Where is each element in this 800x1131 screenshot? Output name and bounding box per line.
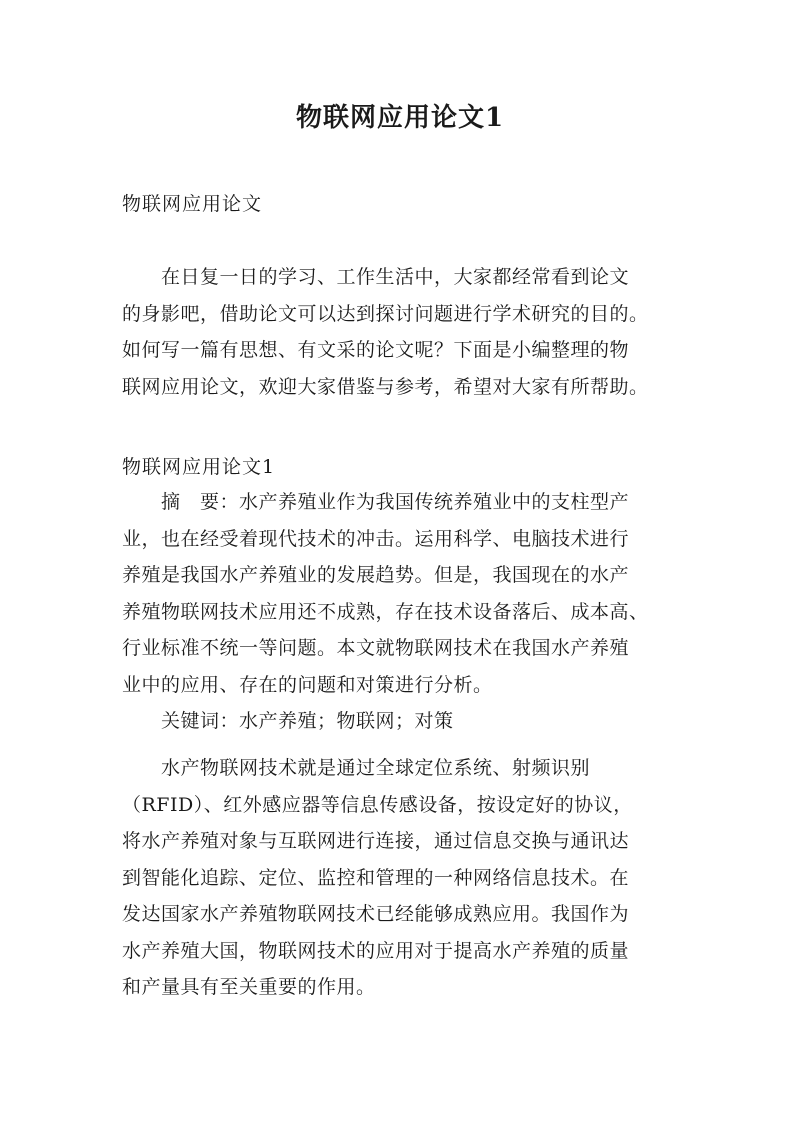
body-line: 发达国家水产养殖物联网技术已经能够成熟应用。我国作为: [122, 903, 630, 925]
document-heading: 物联网应用论文: [122, 193, 263, 215]
intro-line: 如何写一篇有思想、有文采的论文呢？下面是小编整理的物: [122, 339, 630, 361]
intro-line: 的身影吧，借助论文可以达到探讨问题进行学术研究的目的。: [122, 302, 649, 325]
intro-line: 联网应用论文，欢迎大家借鉴与参考，希望对大家有所帮助。: [122, 375, 649, 398]
abstract-line: 行业标准不统一等问题。本文就物联网技术在我国水产养殖: [122, 637, 630, 659]
abstract-line: 养殖物联网技术应用还不成熟，存在技术设备落后、成本高、: [122, 600, 649, 623]
intro-line: 在日复一日的学习、工作生活中，大家都经常看到论文: [122, 266, 630, 288]
section-heading: 物联网应用论文1: [122, 456, 276, 478]
body-line: （RFID）、红外感应器等信息传感设备，按设定好的协议，: [122, 793, 633, 816]
abstract-line: 养殖是我国水产养殖业的发展趋势。但是，我国现在的水产: [122, 564, 630, 586]
body-paragraph: [122, 750, 678, 1006]
body-line: 到智能化追踪、定位、监控和管理的一种网络信息技术。在: [122, 866, 630, 889]
body-line: 水产物联网技术就是通过全球定位系统、射频识别: [122, 757, 591, 779]
intro-paragraph: [122, 259, 678, 405]
keywords-paragraph: [122, 703, 678, 740]
body-line: 将水产养殖对象与互联网进行连接，通过信息交换与通讯达: [122, 830, 630, 852]
keywords-line: 关键词：水产养殖；物联网；对策: [122, 710, 454, 732]
abstract-line: 业中的应用、存在的问题和对策进行分析。: [122, 673, 493, 696]
abstract-line: 摘 要：水产养殖业作为我国传统养殖业中的支柱型产: [122, 491, 630, 513]
abstract-paragraph: [122, 484, 678, 703]
body-line: 和产量具有至关重要的作用。: [122, 976, 376, 998]
abstract-line: 业，也在经受着现代技术的冲击。运用科学、电脑技术进行: [122, 527, 630, 550]
body-line: 水产养殖大国，物联网技术的应用对于提高水产养殖的质量: [122, 939, 630, 962]
document-title: 物联网应用论文1: [295, 103, 505, 133]
